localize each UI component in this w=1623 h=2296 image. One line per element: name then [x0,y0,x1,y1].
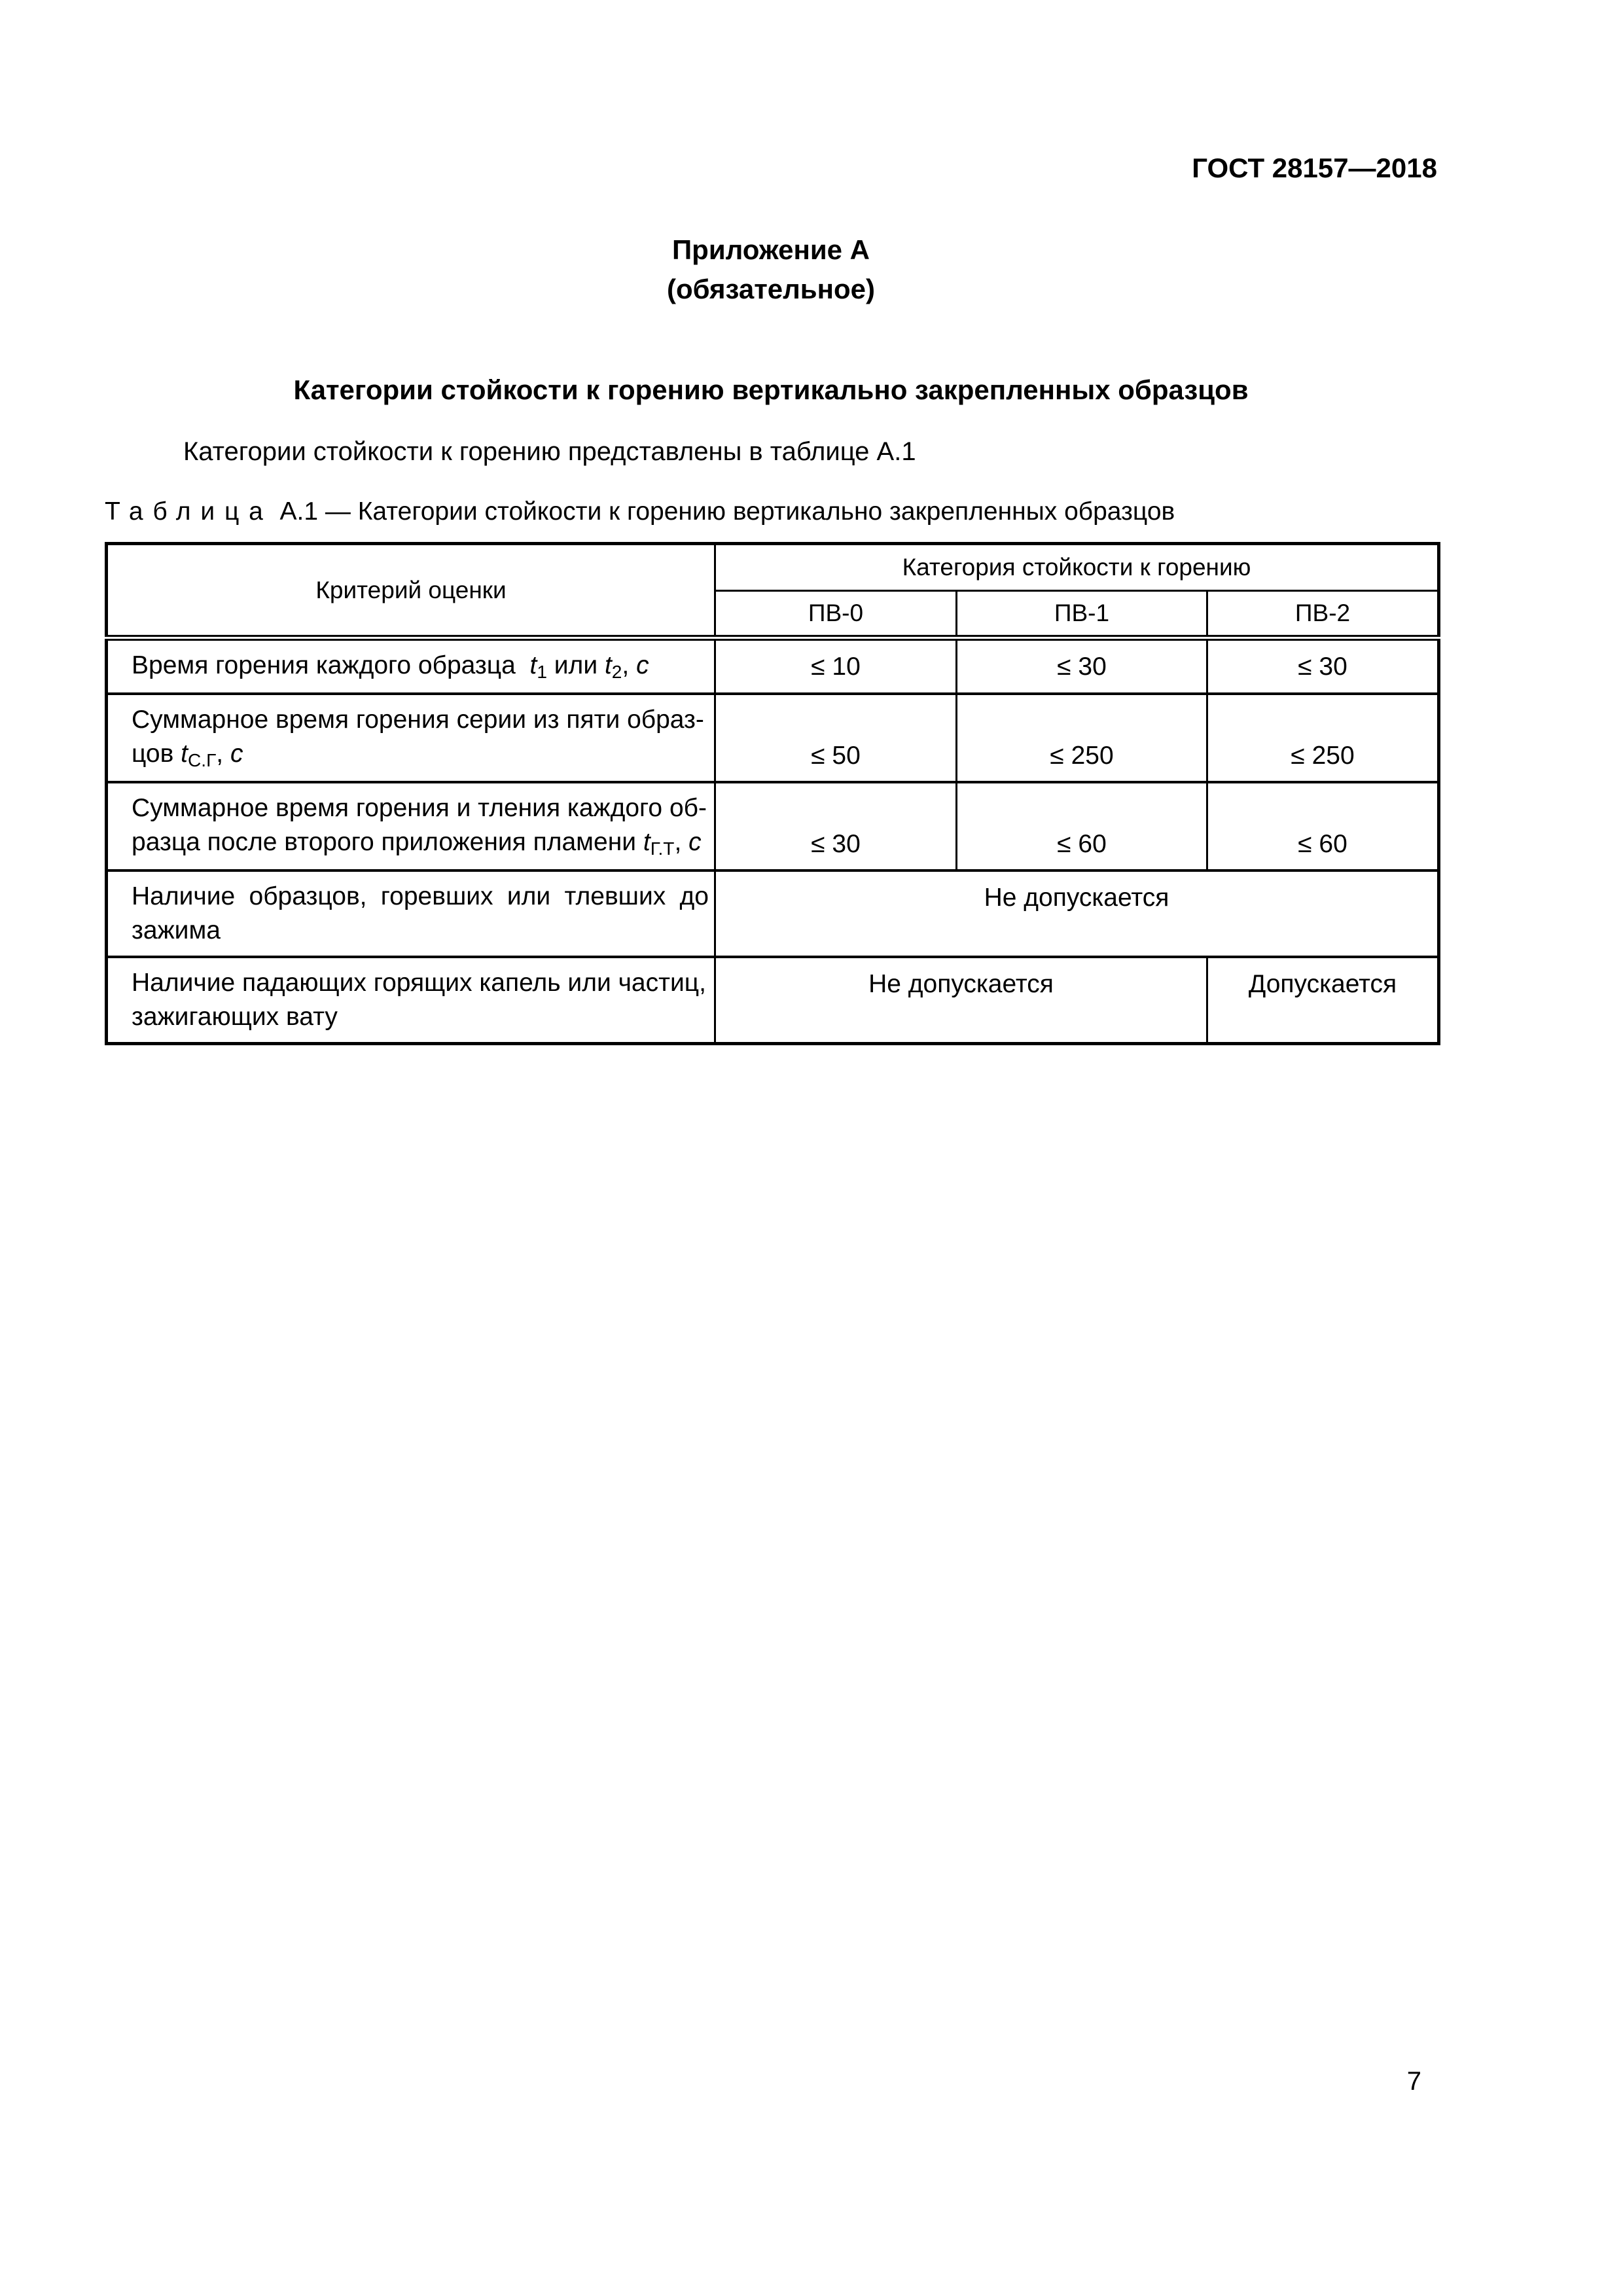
criterion-cell [107,782,715,870]
criterion-cell [107,638,715,694]
text-segment: Суммарное время горения и тления каждого об- [132,794,707,822]
table-row-burning-time [107,638,1439,694]
table-body [107,638,1439,1044]
text-segment: , [622,651,637,679]
value-cell-pv2: ≤ 250 [1207,694,1439,782]
table-row-total-series-time [107,694,1439,782]
text-segment: с [636,651,649,679]
value-cell-pv2: Допускается [1207,957,1439,1044]
table-caption-label: Таблица [105,497,273,526]
text-segment: С.Г [188,749,217,770]
criterion-line-2: зажима [132,916,221,944]
text-segment: , [216,740,230,768]
appendix-title: Приложение А [671,234,870,265]
value-cell-pv2: ≤ 30 [1207,638,1439,694]
text-segment: 1 [537,661,547,682]
table-row-burning-smoldering-time [107,782,1439,870]
criterion-line-1: Наличие образцов, горевших или тлевших до [132,882,709,910]
text-segment: , [674,828,689,856]
merged-value-cell: Не допускается [715,870,1439,957]
value-cell-pv0: ≤ 50 [715,694,957,782]
text-segment: 2 [611,661,622,682]
category-header-pv2: ПВ-2 [1207,591,1439,638]
standard-code-header: ГОСТ 28157—2018 [1192,152,1437,183]
text-segment: цов [132,740,181,768]
value-cell-pv1: ≤ 250 [957,694,1207,782]
category-header-pv1: ПВ-1 [957,591,1207,638]
page-number: 7 [1406,2067,1421,2096]
value-cell-pv1: ≤ 60 [957,782,1207,870]
table-head [107,544,1439,638]
text-segment: зажигающих вату [132,1003,338,1031]
value-cell-pv2: ≤ 60 [1207,782,1439,870]
section-title: Категории стойкости к горению вертикально закрепленных образцов [293,374,1249,405]
table-caption [105,497,1437,526]
value-cell-pv0: ≤ 10 [715,638,957,694]
text-segment: с [688,828,702,856]
text-segment: разца после второго приложения пламени [132,828,643,856]
value-cell-pv0: ≤ 30 [715,782,957,870]
table-row-burned-to-clamp [107,870,1439,957]
text-segment: Время горения каждого образца [132,651,530,679]
text-segment: t [643,828,651,856]
category-header-pv0: ПВ-0 [715,591,957,638]
text-segment: Наличие падающих горящих капель или частиц, [132,969,706,997]
criterion-column-header: Критерий оценки [107,544,715,638]
appendix-heading [105,230,1437,309]
appendix-subtitle: (обязательное) [666,274,875,304]
table-caption-text: А.1 — Категории стойкости к горению вертикально закрепленных образцов [279,497,1175,526]
text-segment: Суммарное время горения серии из пяти образ- [132,706,704,734]
text-segment: t [529,651,537,679]
value-cell-pv1: ≤ 30 [957,638,1207,694]
criterion-cell [107,957,715,1044]
text-segment: или [546,651,605,679]
category-group-header: Категория стойкости к горению [715,544,1439,591]
intro-paragraph: Категории стойкости к горению представлены в таблице А.1 [183,437,916,466]
table-header-row-group [107,544,1439,591]
text-segment: t [604,651,612,679]
table-row-flaming-drops [107,957,1439,1044]
criterion-cell [107,694,715,782]
text-segment: Г.Т [650,838,675,859]
text-segment: t [181,740,188,768]
merged-value-cell-pv0-pv1: Не допускается [715,957,1207,1044]
criterion-cell [107,870,715,957]
text-segment: с [230,740,243,768]
flammability-categories-table [105,542,1440,1045]
